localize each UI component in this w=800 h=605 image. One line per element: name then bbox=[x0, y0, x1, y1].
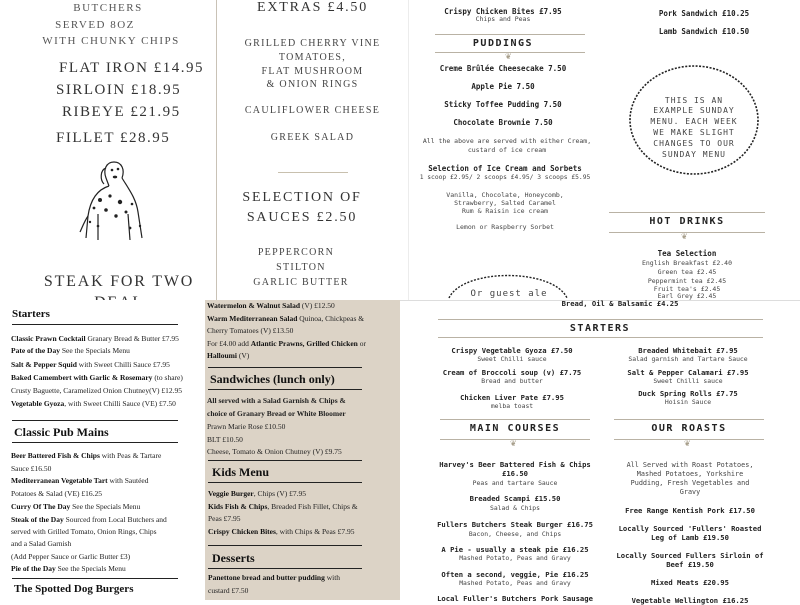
pudding-cheesecake: Creme Brûlée Cheesecake 7.50 bbox=[439, 64, 567, 73]
starter-left-1: Crispy Vegetable Gyoza £7.50 bbox=[451, 346, 573, 355]
mains-rule-bottom bbox=[12, 442, 178, 443]
pub-menu-left-column bbox=[0, 300, 205, 600]
roast-1: Free Range Kentish Pork £17.50 bbox=[625, 506, 755, 515]
flavours-3: Rum & Raisin ice cream bbox=[461, 207, 549, 215]
starters-title: Starters bbox=[12, 308, 50, 320]
desserts-rule-bottom bbox=[208, 568, 362, 569]
tea-4: Fruit tea's £2.45 bbox=[653, 285, 721, 293]
main-1-price: £16.50 bbox=[502, 469, 528, 478]
desserts-title: Desserts bbox=[212, 551, 255, 565]
lamb-sandwich: Lamb Sandwich £10.50 bbox=[658, 27, 750, 36]
circle-line-3: MENU. EACH WEEK bbox=[650, 117, 738, 126]
dessert-row-2: custard £7.50 bbox=[208, 586, 249, 595]
steak-flat-iron: FLAT IRON £14.95 bbox=[59, 60, 204, 76]
main-row-5: Curry Of The Day See the Specials Menu bbox=[11, 502, 141, 511]
sunday-desserts-panel bbox=[408, 0, 800, 300]
chicken-bites-item: Crispy Chicken Bites £7.95 bbox=[444, 7, 562, 16]
main-row-1: Beer Battered Fish & Chips with Peas & Tartare bbox=[11, 451, 162, 460]
main-row-4: Potatoes & Salad (VE) £16.25 bbox=[11, 489, 103, 498]
starter-row-6: Vegetable Gyoza, with Sweet Chilli Sauce (VE) £7.50 bbox=[11, 399, 176, 408]
pub-menu-panel bbox=[0, 300, 400, 600]
kids-row-1: Veggie Burger, Chips (V) £7.95 bbox=[208, 489, 307, 498]
circle-line-5: CHANGES TO OUR bbox=[653, 139, 735, 148]
sunday-starters-title: STARTERS bbox=[569, 323, 631, 334]
mains-title: Classic Pub Mains bbox=[14, 425, 109, 439]
main-courses-title: MAIN COURSES bbox=[469, 423, 561, 434]
pub-menu-right-column bbox=[205, 300, 400, 600]
extra-line-2: TOMATOES, bbox=[278, 52, 347, 63]
served-line: SERVED 8OZ bbox=[55, 19, 135, 31]
extras-rule bbox=[278, 172, 348, 173]
burgers-title: The Spotted Dog Burgers bbox=[14, 583, 134, 595]
starter-row-1: Classic Prawn Cocktail Granary Bread & Butter £7.95 bbox=[11, 334, 179, 343]
starters-rule bbox=[12, 324, 178, 325]
tea-1: English Breakfast £2.40 bbox=[641, 259, 732, 267]
circle-line-1: THIS IS AN bbox=[664, 96, 724, 105]
bread-oil-item: Bread, Oil & Balsamic £4.25 bbox=[561, 299, 679, 308]
starter-right-1-sub: Salad garnish and Tartare Sauce bbox=[628, 355, 748, 363]
sandwich-cheese: Cheese, Tomato & Onion Chutney (V) £9.75 bbox=[207, 447, 342, 456]
roasts-intro-1: All Served with Roast Potatoes, bbox=[626, 461, 754, 469]
steak-menu-panel bbox=[0, 0, 408, 300]
guest-ale: Or guest ale bbox=[470, 289, 548, 299]
pudding-sticky-toffee: Sticky Toffee Pudding 7.50 bbox=[444, 100, 562, 109]
main-3-sub: Bacon, Cheese, and Chips bbox=[468, 530, 562, 538]
main-1: Harvey's Beer Battered Fish & Chips bbox=[439, 460, 591, 469]
puddings-rule-top bbox=[435, 34, 585, 35]
starter-right-3: Duck Spring Rolls £7.75 bbox=[638, 389, 738, 398]
main-row-9: (Add Pepper Sauce or Garlic Butter £3) bbox=[11, 552, 131, 561]
extra-line-3: FLAT MUSHROOM bbox=[261, 66, 364, 77]
starter-right-1: Breaded Whitebait £7.95 bbox=[638, 346, 738, 355]
kids-row-4: Crispy Chicken Bites, with Chips & Peas £7.95 bbox=[208, 527, 355, 536]
starters-rule-top bbox=[438, 319, 763, 320]
starter-row-3: Salt & Pepper Squid with Sweet Chilli Sauce £7.95 bbox=[11, 360, 170, 369]
served-note-2: custard of ice cream bbox=[467, 146, 547, 154]
extras-title: EXTRAS £4.50 bbox=[256, 0, 369, 15]
kids-row-2: Kids Fish & Chips, Breaded Fish Fillet, Chips & bbox=[208, 502, 358, 511]
chips-line: WITH CHUNKY CHIPS bbox=[42, 35, 180, 47]
main-row-8: and a Salad Garnish bbox=[11, 539, 72, 548]
chicken-bites-sub: Chips and Peas bbox=[475, 15, 531, 23]
sandwich-prawn: Prawn Marie Rose £10.50 bbox=[207, 422, 286, 431]
roast-4: Mixed Meats £20.95 bbox=[651, 578, 729, 587]
tea-5: Earl Grey £2.45 bbox=[657, 292, 717, 300]
main-2-sub: Salad & Chips bbox=[489, 504, 541, 512]
desserts-rule-top bbox=[208, 545, 362, 546]
roast-3: Locally Sourced Fullers Sirloin of bbox=[616, 551, 764, 560]
main-row-2: Sauce £16.50 bbox=[11, 464, 52, 473]
starter-row-5: Crusty Baguette, Caramelized Onion Chutney(V) £12.95 bbox=[11, 386, 183, 395]
steak-for-two: STEAK FOR TWO bbox=[43, 273, 195, 290]
main-6: Local Fuller's Butchers Pork Sausage bbox=[437, 594, 593, 603]
circle-line-2: EXAMPLE SUNDAY bbox=[653, 106, 735, 115]
ornament-icon-3: ❦ bbox=[510, 439, 517, 448]
sauce-stilton: STILTON bbox=[276, 262, 326, 273]
sandwiches-rule-top bbox=[208, 367, 362, 368]
main-5-sub: Mashed Potato, Peas and Gravy bbox=[459, 579, 571, 587]
tea-3: Peppermint tea £2.45 bbox=[647, 277, 727, 285]
tea-title: Tea Selection bbox=[657, 249, 717, 258]
circle-line-4: WE MAKE SLIGHT bbox=[653, 128, 735, 137]
starter-left-2-sub: Bread and butter bbox=[481, 377, 543, 385]
extras-column bbox=[217, 0, 408, 300]
flavours-1: Vanilla, Chocolate, Honeycomb, bbox=[446, 191, 564, 199]
our-roasts-title: OUR ROASTS bbox=[651, 423, 727, 434]
pudding-apple-pie: Apple Pie 7.50 bbox=[471, 82, 535, 91]
starter-row-2: Pate of the Day See the Specials Menu bbox=[11, 346, 130, 355]
starter-left-1-sub: Sweet Chilli sauce bbox=[477, 355, 547, 363]
steak-fillet: FILLET £28.95 bbox=[56, 130, 171, 146]
sandwiches-title: Sandwiches (lunch only) bbox=[210, 372, 335, 386]
sandwich-intro-1: All served with a Salad Garnish & Chips & bbox=[207, 396, 346, 405]
starter-right-2-sub: Sweet Chilli sauce bbox=[653, 377, 723, 385]
sauces-title-2: SAUCES £2.50 bbox=[246, 210, 358, 225]
roasts-rule-top bbox=[614, 419, 764, 420]
pork-sandwich: Pork Sandwich £10.25 bbox=[658, 9, 750, 18]
sorbet-line: Lemon or Raspberry Sorbet bbox=[456, 223, 554, 231]
starter-left-3-sub: melba toast bbox=[490, 402, 534, 410]
extra-line-4: & ONION RINGS bbox=[266, 79, 359, 90]
sandwich-intro-2: choice of Granary Bread or White Bloomer bbox=[207, 409, 346, 418]
ice-cream-title: Selection of Ice Cream and Sorbets bbox=[428, 164, 582, 173]
ornament-icon-2: ❦ bbox=[681, 232, 688, 241]
roast-5: Vegetable Wellington £16.25 bbox=[631, 596, 749, 605]
main-4: A Pie - usually a steak pie £16.25 bbox=[441, 545, 589, 554]
main-2: Breaded Scampi £15.50 bbox=[469, 494, 561, 503]
extra-greek-salad: GREEK SALAD bbox=[270, 132, 355, 143]
steak-ribeye: RIBEYE £21.95 bbox=[62, 104, 181, 120]
sunday-mains-panel bbox=[400, 299, 800, 605]
steak-column bbox=[0, 0, 216, 300]
extra-cauliflower: CAULIFLOWER CHEESE bbox=[244, 105, 381, 116]
roasts-intro-3: Pudding, Fresh Vegetables and bbox=[630, 479, 750, 487]
puddings-title: PUDDINGS bbox=[472, 38, 534, 49]
circle-line-6: SUNDAY MENU bbox=[662, 150, 726, 159]
main-row-7: served with Grilled Tomato, Onion Rings, Chips bbox=[11, 527, 157, 536]
dalmatian-dog-icon bbox=[76, 156, 152, 246]
salad-row-1: Watermelon & Walnut Salad (V) £12.50 bbox=[207, 301, 335, 310]
butchers-line: BUTCHERS bbox=[73, 2, 143, 14]
hot-drinks-rule-top bbox=[609, 212, 765, 213]
salad-row-5: Halloumi (V) bbox=[207, 351, 250, 360]
starters-rule-bottom bbox=[438, 337, 763, 338]
kids-rule-top bbox=[208, 460, 362, 461]
salad-row-2: Warm Mediterranean Salad Quinoa, Chickpeas & bbox=[207, 314, 365, 323]
salad-row-4: For £4.00 add Atlantic Prawns, Grilled Chicken or bbox=[207, 339, 366, 348]
starter-right-2: Salt & Pepper Calamari £7.95 bbox=[627, 368, 749, 377]
starter-row-4: Baked Camembert with Garlic & Rosemary (to share) bbox=[11, 373, 183, 382]
mains-rule-top bbox=[440, 419, 590, 420]
main-row-3: Mediterranean Vegetable Tart with Sautéed bbox=[11, 476, 149, 485]
ice-cream-prices: 1 scoop £2.95/ 2 scoops £4.95/ 3 scoops £5.95 bbox=[419, 174, 591, 181]
roasts-intro-4: Gravy bbox=[679, 488, 701, 496]
served-note-1: All the above are served with either Cream, bbox=[422, 137, 592, 145]
tea-2: Green tea £2.45 bbox=[657, 268, 717, 276]
sauces-title-1: SELECTION OF bbox=[242, 190, 362, 205]
burgers-rule bbox=[12, 578, 178, 579]
main-1-sub: Peas and tartare Sauce bbox=[472, 479, 558, 487]
hot-drinks-title: HOT DRINKS bbox=[649, 216, 725, 227]
salad-row-3: Cherry Tomatoes (V) £13.50 bbox=[207, 326, 294, 335]
roasts-intro-2: Mashed Potatoes, Yorkshire bbox=[636, 470, 744, 478]
starter-right-3-sub: Hoisin Sauce bbox=[664, 398, 712, 406]
starter-left-2: Cream of Broccoli soup (v) £7.75 bbox=[442, 368, 582, 377]
kids-rule-bottom bbox=[208, 482, 362, 483]
flavours-2: Strawberry, Salted Caramel bbox=[454, 199, 556, 207]
main-4-sub: Mashed Potato, Peas and Gravy bbox=[459, 554, 571, 562]
main-row-10: Pie of the Day See the Specials Menu bbox=[11, 564, 126, 573]
ornament-icon: ❦ bbox=[505, 52, 512, 61]
roast-3-line-2: Beef £19.50 bbox=[666, 560, 714, 569]
roast-2: Locally Sourced 'Fullers' Roasted bbox=[618, 524, 762, 533]
starter-left-3: Chicken Liver Pate £7.95 bbox=[460, 393, 564, 402]
ornament-icon-4: ❦ bbox=[684, 439, 691, 448]
main-3: Fullers Butchers Steak Burger £16.75 bbox=[437, 520, 593, 529]
roast-2-line-2: Leg of Lamb £19.50 bbox=[651, 533, 729, 542]
sauce-garlic-butter: GARLIC BUTTER bbox=[253, 277, 349, 288]
kids-title: Kids Menu bbox=[212, 465, 270, 479]
main-row-6: Steak of the Day Sourced from Local Butchers and bbox=[11, 515, 167, 524]
extra-line-1: GRILLED CHERRY VINE bbox=[244, 38, 381, 49]
pudding-brownie: Chocolate Brownie 7.50 bbox=[453, 118, 553, 127]
dessert-row-1: Panettone bread and butter pudding with bbox=[208, 573, 341, 582]
sauce-peppercorn: PEPPERCORN bbox=[257, 247, 335, 258]
sandwich-blt: BLT £10.50 bbox=[207, 435, 243, 444]
mains-rule-top bbox=[12, 420, 178, 421]
sandwiches-rule-bottom bbox=[208, 389, 362, 390]
main-5: Often a second, veggie, Pie £16.25 bbox=[441, 570, 589, 579]
kids-row-3: Peas £7.95 bbox=[208, 514, 241, 523]
steak-sirloin: SIRLOIN £18.95 bbox=[56, 82, 182, 98]
